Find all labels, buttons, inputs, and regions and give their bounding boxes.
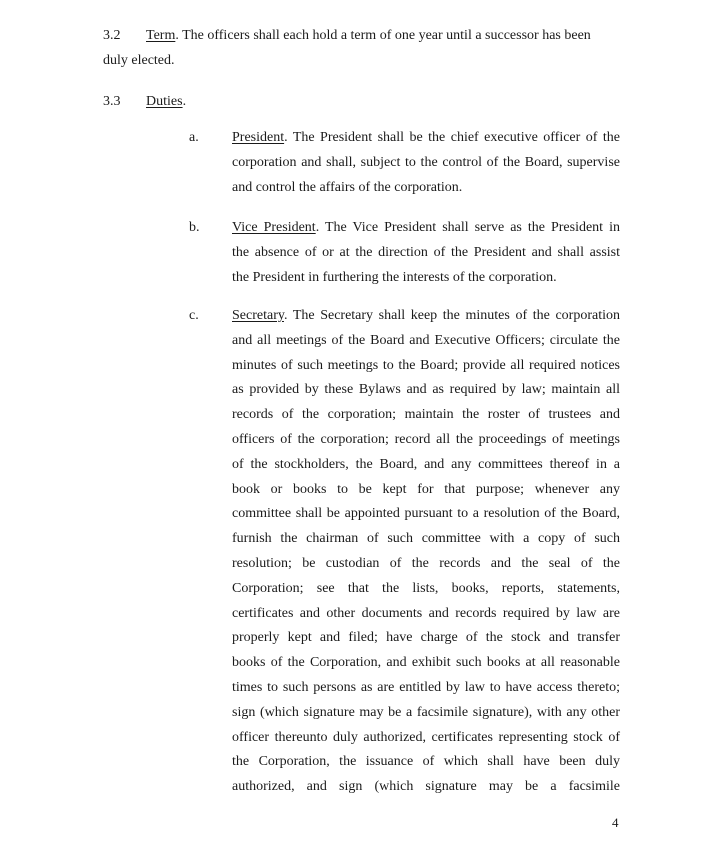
item-line: resolution; be custodian of the records and the seal of the xyxy=(232,555,620,571)
item-line: and all meetings of the Board and Executive Officers; circulate the xyxy=(232,332,620,348)
item-body xyxy=(232,126,620,200)
item-line: properly kept and filed; have charge of the stock and transfer xyxy=(232,630,620,646)
section-number: 3.3 xyxy=(103,94,121,109)
item-line: times to such persons as are entitled by law to have access thereto; xyxy=(232,679,620,695)
section-heading: Duties xyxy=(146,94,183,109)
item-line: book or books to be kept for that purpose; whenever any xyxy=(232,481,620,497)
item-line: the absence of or at the direction of the President and shall assist xyxy=(232,244,620,260)
item-letter: c. xyxy=(189,308,199,323)
item-line: corporation and shall, subject to the control of the Board, supervise xyxy=(232,154,620,170)
item-heading: Vice President xyxy=(232,220,316,235)
item-line: the President in furthering the interests of the corporation. xyxy=(232,269,557,285)
item-line: books of the Corporation, and exhibit such books at all reasonable xyxy=(232,655,620,671)
item-line: officer thereunto duly authorized, certificates representing stock of xyxy=(232,729,620,745)
item-letter: b. xyxy=(189,220,200,235)
item-body xyxy=(232,304,620,800)
item-line: committee shall be appointed pursuant to a resolution of the Board, xyxy=(232,506,620,522)
section-3-3 xyxy=(103,89,623,114)
item-line: records of the corporation; maintain the roster of trustees and xyxy=(232,407,620,423)
section-heading-end: . xyxy=(182,94,187,109)
item-line: as provided by these Bylaws and as required by law; maintain all xyxy=(232,382,620,398)
item-line: Corporation; see that the lists, books, reports, statements, xyxy=(232,580,620,596)
item-line: furnish the chairman of such committee with a copy of such xyxy=(232,531,620,547)
section-text: . The officers shall each hold a term of one year until a successor has been xyxy=(175,28,591,43)
item-heading: Secretary xyxy=(232,308,284,323)
section-number: 3.2 xyxy=(103,28,121,43)
item-line: certificates and other documents and records required by law are xyxy=(232,605,620,621)
item-line: Vice President. The Vice President shall serve as the President in xyxy=(232,220,620,235)
item-line: of the stockholders, the Board, and any committees thereof in a xyxy=(232,456,620,472)
item-line: minutes of such meetings to the Board; provide all required notices xyxy=(232,357,620,373)
section-3-2 xyxy=(103,23,623,73)
item-line: the Corporation, the issuance of which shall have been duly xyxy=(232,754,620,770)
section-heading: Term xyxy=(146,28,176,43)
item-line: sign (which signature may be a facsimile signature), with any other xyxy=(232,704,620,720)
page-number: 4 xyxy=(612,815,619,830)
item-line: authorized, and sign (which signature may be a facsimile xyxy=(232,779,620,795)
item-body xyxy=(232,216,620,290)
item-line: and control the affairs of the corporation. xyxy=(232,179,463,195)
item-line: President. The President shall be the chief executive officer of the xyxy=(232,130,620,145)
item-line: officers of the corporation; record all the proceedings of meetings xyxy=(232,431,620,447)
item-line: Secretary. The Secretary shall keep the minutes of the corporation xyxy=(232,308,620,323)
item-heading: President xyxy=(232,130,285,145)
section-3-2-line-1 xyxy=(103,23,623,48)
item-letter: a. xyxy=(189,130,199,145)
section-3-2-line-2: duly elected. xyxy=(103,53,175,68)
